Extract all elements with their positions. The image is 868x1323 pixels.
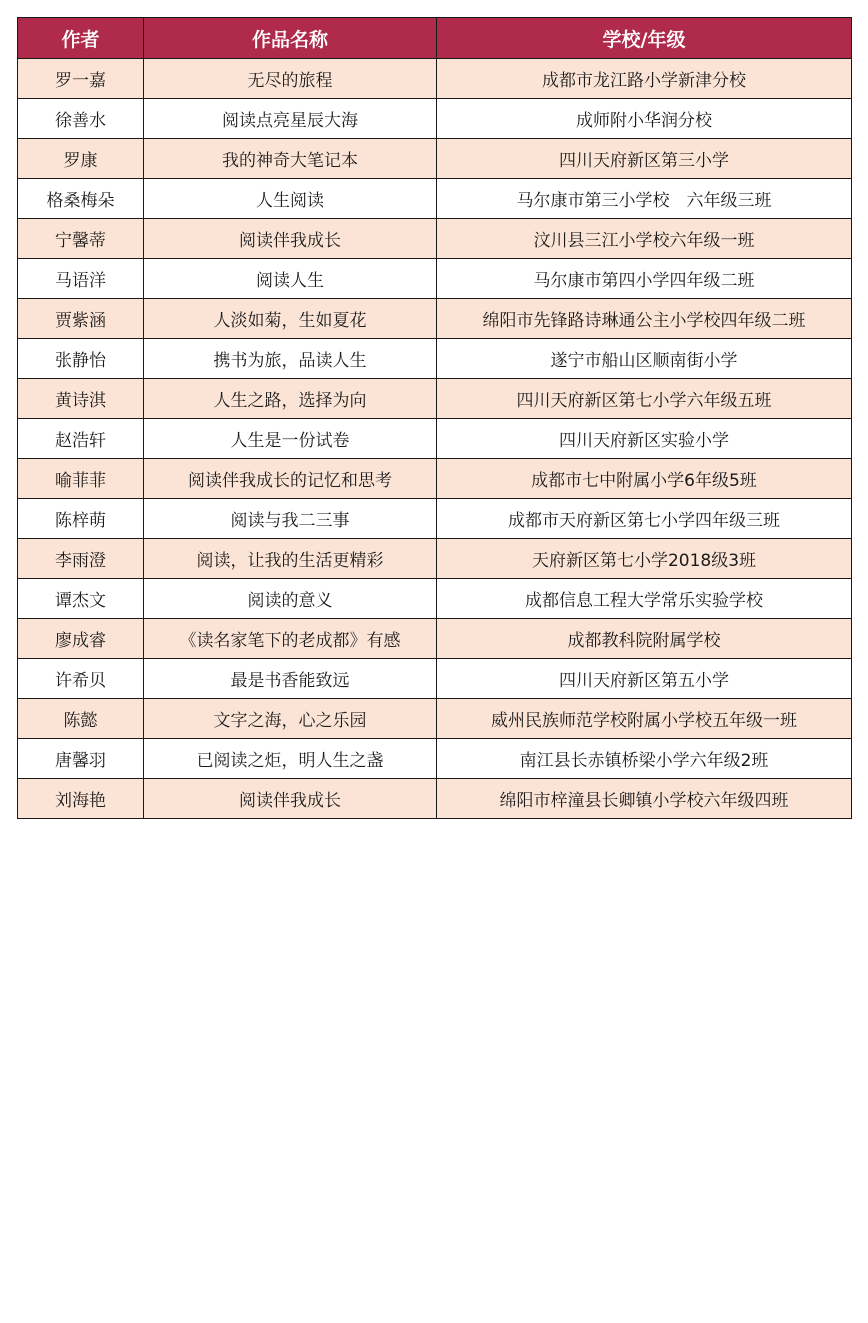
cell-school-grade: 成师附小华润分校 <box>437 99 852 139</box>
table-row <box>18 219 852 259</box>
cell-work-title: 人生阅读 <box>144 179 437 219</box>
cell-work-title: 阅读与我二三事 <box>144 499 437 539</box>
cell-work-title: 《读名家笔下的老成都》有感 <box>144 619 437 659</box>
cell-author: 张静怡 <box>18 339 144 379</box>
cell-author: 廖成睿 <box>18 619 144 659</box>
table-row <box>18 579 852 619</box>
cell-work-title: 最是书香能致远 <box>144 659 437 699</box>
cell-author: 唐馨羽 <box>18 739 144 779</box>
cell-author: 陈梓萌 <box>18 499 144 539</box>
table-row <box>18 619 852 659</box>
table-row <box>18 179 852 219</box>
cell-school-grade: 四川天府新区第七小学六年级五班 <box>437 379 852 419</box>
header-author: 作者 <box>18 18 144 59</box>
table-row <box>18 139 852 179</box>
award-table <box>17 17 852 819</box>
cell-author: 喻菲菲 <box>18 459 144 499</box>
cell-school-grade: 成都市七中附属小学6年级5班 <box>437 459 852 499</box>
cell-author: 李雨澄 <box>18 539 144 579</box>
cell-work-title: 我的神奇大笔记本 <box>144 139 437 179</box>
cell-school-grade: 遂宁市船山区顺南街小学 <box>437 339 852 379</box>
cell-author: 马语洋 <box>18 259 144 299</box>
table-row <box>18 699 852 739</box>
cell-author: 许希贝 <box>18 659 144 699</box>
header-work-title: 作品名称 <box>144 18 437 59</box>
table-row <box>18 659 852 699</box>
header-school-grade: 学校/年级 <box>437 18 852 59</box>
cell-work-title: 已阅读之炬，明人生之盏 <box>144 739 437 779</box>
cell-author: 贾紫涵 <box>18 299 144 339</box>
cell-work-title: 阅读，让我的生活更精彩 <box>144 539 437 579</box>
cell-school-grade: 成都市天府新区第七小学四年级三班 <box>437 499 852 539</box>
cell-work-title: 人生是一份试卷 <box>144 419 437 459</box>
cell-work-title: 阅读伴我成长 <box>144 219 437 259</box>
table-body <box>18 59 852 819</box>
table-row <box>18 739 852 779</box>
table-row <box>18 259 852 299</box>
cell-author: 赵浩轩 <box>18 419 144 459</box>
cell-author: 徐善水 <box>18 99 144 139</box>
cell-author: 陈懿 <box>18 699 144 739</box>
cell-author: 格桑梅朵 <box>18 179 144 219</box>
cell-school-grade: 南江县长赤镇桥梁小学六年级2班 <box>437 739 852 779</box>
cell-work-title: 阅读伴我成长 <box>144 779 437 819</box>
cell-author: 刘海艳 <box>18 779 144 819</box>
cell-author: 宁馨蒂 <box>18 219 144 259</box>
cell-school-grade: 四川天府新区实验小学 <box>437 419 852 459</box>
table-row <box>18 99 852 139</box>
table-row <box>18 459 852 499</box>
cell-school-grade: 成都信息工程大学常乐实验学校 <box>437 579 852 619</box>
table-row <box>18 299 852 339</box>
cell-work-title: 无尽的旅程 <box>144 59 437 99</box>
cell-school-grade: 绵阳市梓潼县长卿镇小学校六年级四班 <box>437 779 852 819</box>
cell-author: 罗康 <box>18 139 144 179</box>
cell-school-grade: 天府新区第七小学2018级3班 <box>437 539 852 579</box>
cell-author: 谭杰文 <box>18 579 144 619</box>
table-row <box>18 379 852 419</box>
cell-school-grade: 马尔康市第三小学校 六年级三班 <box>437 179 852 219</box>
cell-work-title: 阅读点亮星辰大海 <box>144 99 437 139</box>
cell-work-title: 阅读伴我成长的记忆和思考 <box>144 459 437 499</box>
table-row <box>18 779 852 819</box>
cell-school-grade: 成都市龙江路小学新津分校 <box>437 59 852 99</box>
cell-work-title: 文字之海，心之乐园 <box>144 699 437 739</box>
cell-work-title: 人淡如菊，生如夏花 <box>144 299 437 339</box>
cell-work-title: 阅读人生 <box>144 259 437 299</box>
table-header-row <box>18 18 852 59</box>
cell-school-grade: 成都教科院附属学校 <box>437 619 852 659</box>
cell-school-grade: 马尔康市第四小学四年级二班 <box>437 259 852 299</box>
award-list-sheet <box>17 17 851 819</box>
cell-school-grade: 汶川县三江小学校六年级一班 <box>437 219 852 259</box>
table-row <box>18 539 852 579</box>
table-row <box>18 499 852 539</box>
cell-work-title: 阅读的意义 <box>144 579 437 619</box>
cell-author: 罗一嘉 <box>18 59 144 99</box>
table-row <box>18 339 852 379</box>
cell-school-grade: 威州民族师范学校附属小学校五年级一班 <box>437 699 852 739</box>
cell-school-grade: 绵阳市先锋路诗琳通公主小学校四年级二班 <box>437 299 852 339</box>
table-row <box>18 419 852 459</box>
cell-school-grade: 四川天府新区第五小学 <box>437 659 852 699</box>
cell-work-title: 携书为旅，品读人生 <box>144 339 437 379</box>
cell-school-grade: 四川天府新区第三小学 <box>437 139 852 179</box>
cell-author: 黄诗淇 <box>18 379 144 419</box>
table-row <box>18 59 852 99</box>
cell-work-title: 人生之路，选择为向 <box>144 379 437 419</box>
